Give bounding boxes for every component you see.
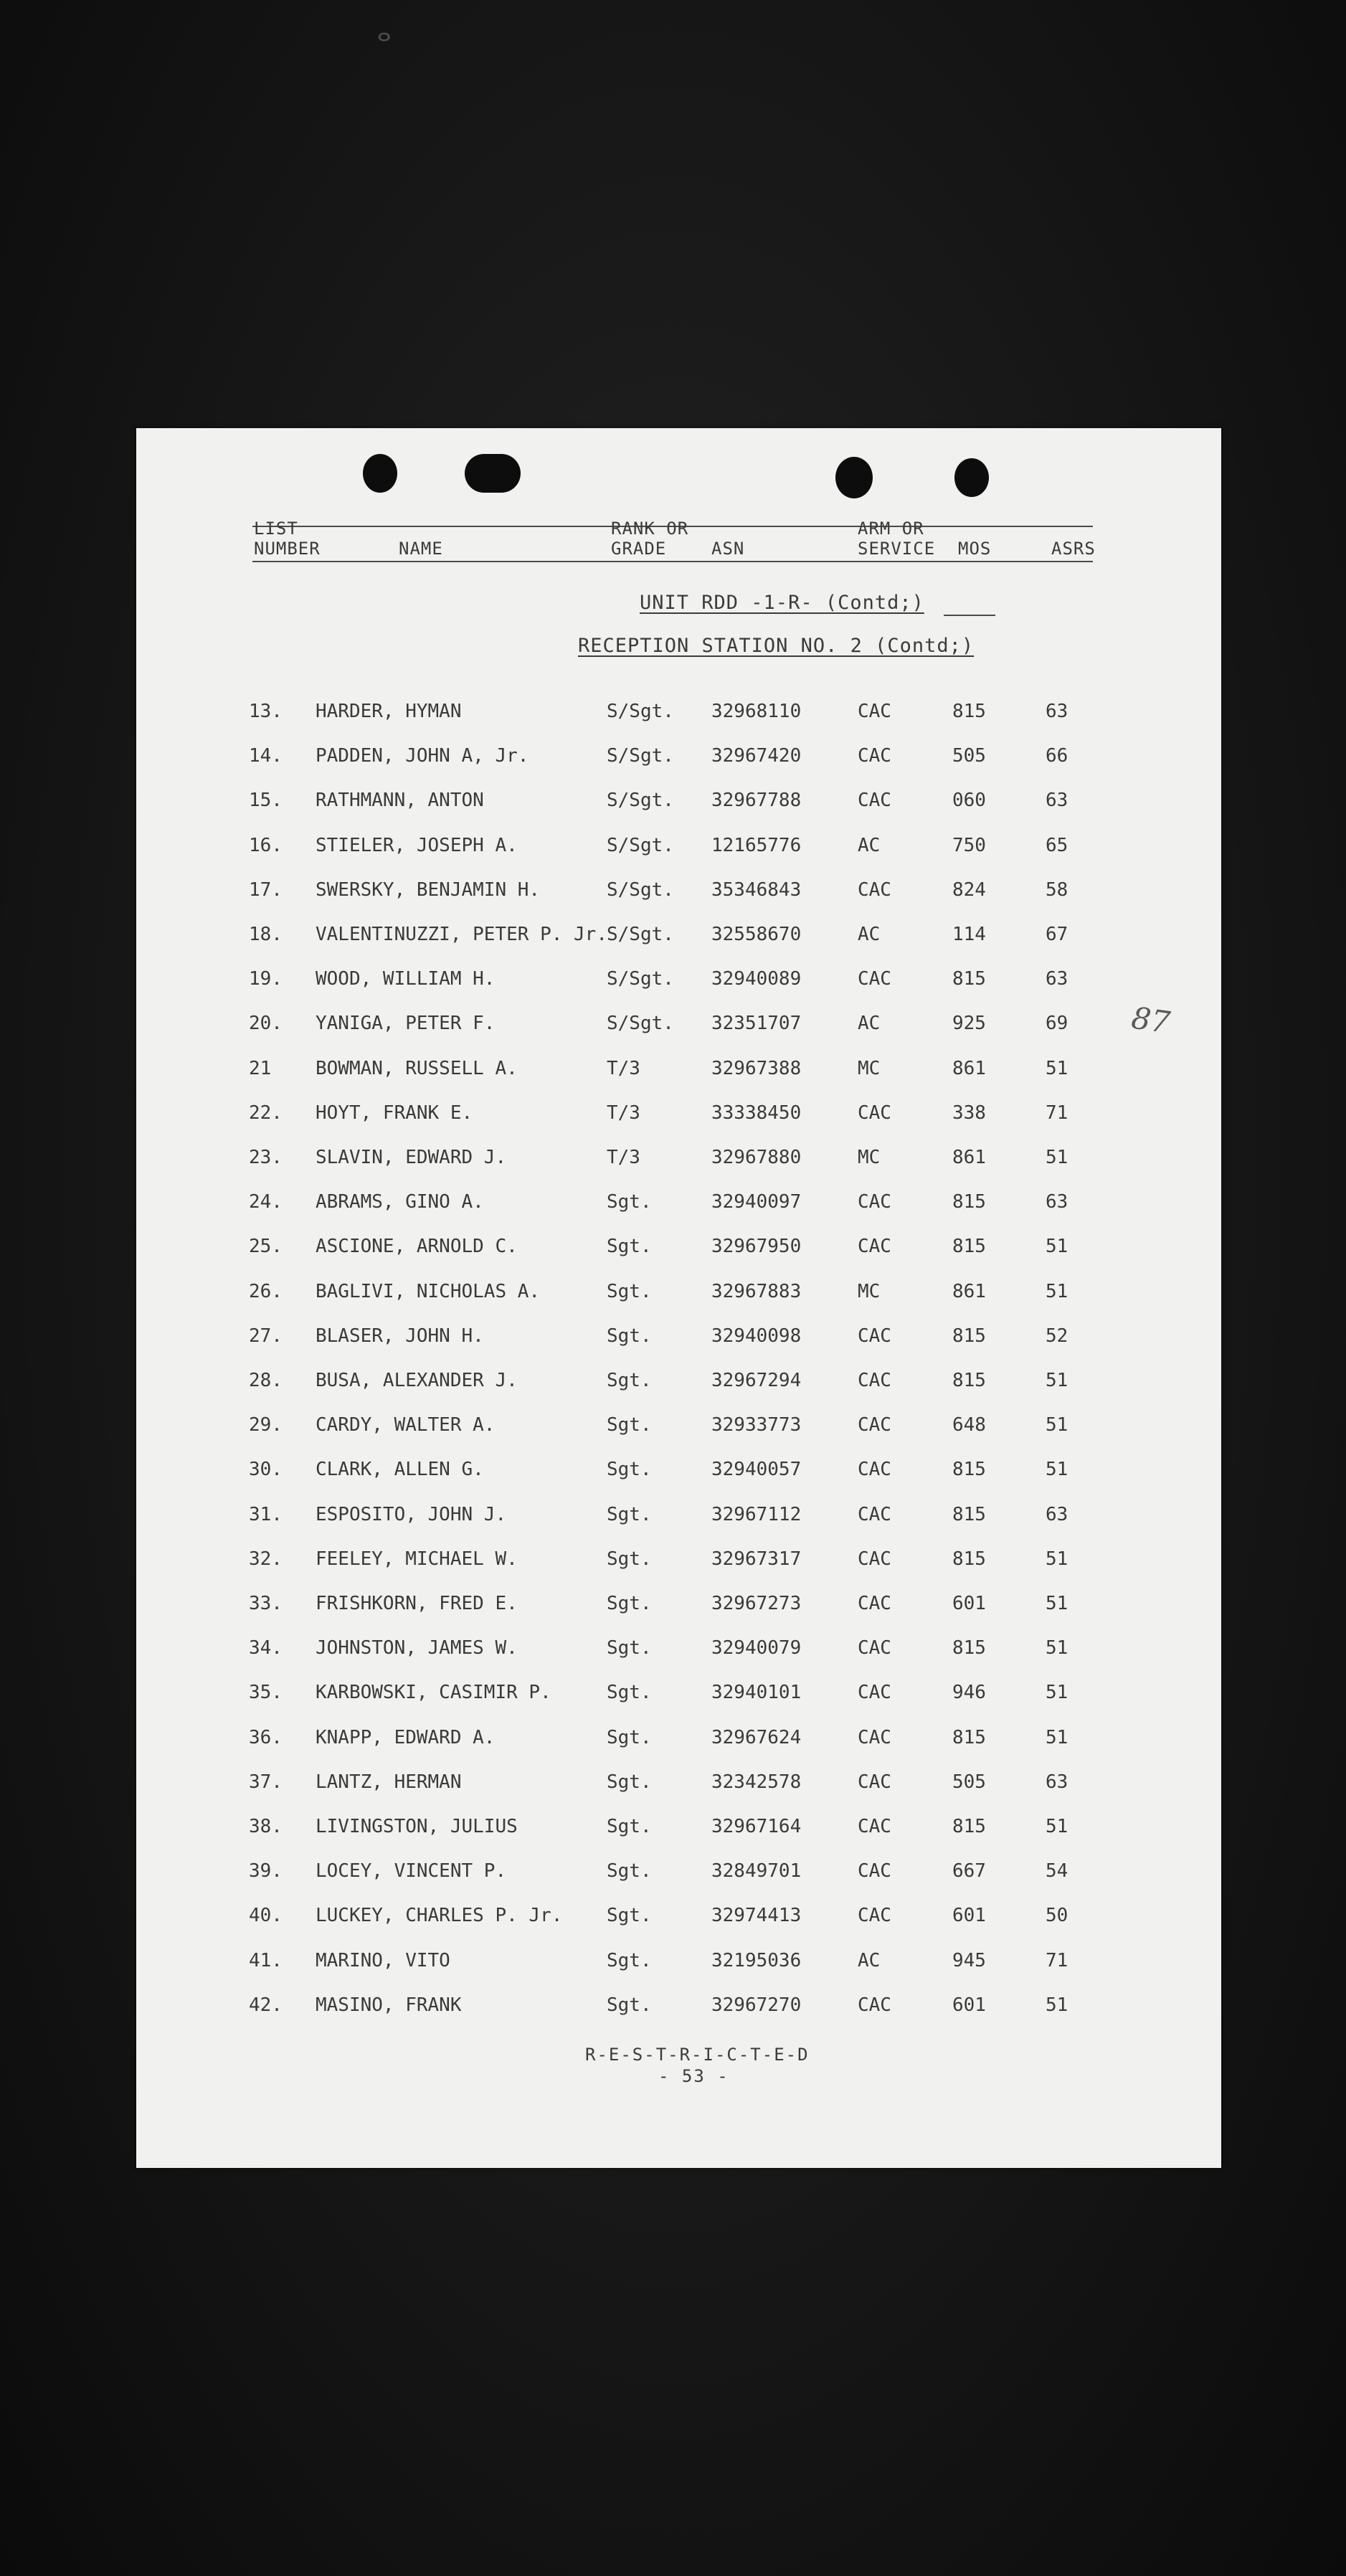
- table-row: [136, 1459, 1221, 1487]
- list-number-cell: 22.: [249, 1102, 283, 1124]
- mos-cell: 505: [952, 1771, 986, 1793]
- arm-cell: MC: [858, 1057, 881, 1079]
- mos-cell: 114: [952, 924, 986, 945]
- col-rank-line1: RANK OR: [611, 518, 689, 539]
- list-number-cell: 19.: [249, 968, 283, 990]
- mos-cell: 601: [952, 1994, 986, 2016]
- ases-cell: 51: [1046, 1548, 1068, 1570]
- ases-cell: 51: [1046, 1726, 1068, 1748]
- table-row: [136, 1504, 1221, 1533]
- table-row: [136, 1593, 1221, 1621]
- ases-cell: 51: [1046, 1414, 1068, 1436]
- arm-cell: CAC: [858, 968, 891, 990]
- ases-cell: 63: [1046, 790, 1068, 812]
- name-cell: PADDEN, JOHN A, Jr.: [316, 745, 529, 767]
- table-row: [136, 879, 1221, 908]
- handwritten-page-note: 87: [1129, 1000, 1172, 1041]
- rank-cell: S/Sgt.: [607, 879, 674, 901]
- ases-cell: 63: [1046, 1771, 1068, 1793]
- rank-cell: S/Sgt.: [607, 790, 674, 812]
- ases-cell: 66: [1046, 745, 1068, 767]
- mos-cell: 925: [952, 1013, 986, 1035]
- asn-cell: 32940079: [711, 1637, 802, 1659]
- list-number-cell: 26.: [249, 1280, 283, 1302]
- mos-cell: 750: [952, 834, 986, 856]
- unit-heading-rule: [944, 615, 995, 616]
- asn-cell: 32967388: [711, 1057, 802, 1079]
- punch-hole: [835, 457, 873, 498]
- name-cell: ASCIONE, ARNOLD C.: [316, 1236, 518, 1258]
- mos-cell: 815: [952, 1191, 986, 1213]
- col-rank-line2: GRADE: [611, 539, 667, 559]
- col-arm-line2: SERVICE: [858, 539, 936, 559]
- list-number-cell: 27.: [249, 1325, 283, 1347]
- corner-mark: ⴰ: [377, 22, 392, 47]
- table-row: [136, 1905, 1221, 1933]
- list-number-cell: 35.: [249, 1682, 283, 1704]
- ases-cell: 71: [1046, 1102, 1068, 1124]
- col-name: NAME: [399, 539, 443, 559]
- list-number-cell: 16.: [249, 834, 283, 856]
- asn-cell: 32968110: [711, 701, 802, 722]
- punch-hole: [954, 458, 989, 497]
- asn-cell: 32967294: [711, 1370, 802, 1391]
- punch-hole: [363, 454, 397, 493]
- table-row: [136, 1950, 1221, 1979]
- list-number-cell: 20.: [249, 1013, 283, 1035]
- ases-cell: 51: [1046, 1057, 1068, 1079]
- arm-cell: CAC: [858, 1414, 891, 1436]
- asn-cell: 32967624: [711, 1726, 802, 1748]
- mos-cell: 505: [952, 745, 986, 767]
- arm-cell: AC: [858, 1949, 881, 1971]
- asn-cell: 32967164: [711, 1816, 802, 1837]
- ases-cell: 51: [1046, 1147, 1068, 1168]
- ases-cell: 69: [1046, 1013, 1068, 1035]
- mos-cell: 815: [952, 1236, 986, 1258]
- asn-cell: 32558670: [711, 924, 802, 945]
- name-cell: ABRAMS, GINO A.: [316, 1191, 484, 1213]
- arm-cell: MC: [858, 1280, 881, 1302]
- list-number-cell: 29.: [249, 1414, 283, 1436]
- rank-cell: S/Sgt.: [607, 968, 674, 990]
- rank-cell: Sgt.: [607, 1949, 652, 1971]
- list-number-cell: 41.: [249, 1949, 283, 1971]
- asn-cell: 32940101: [711, 1682, 802, 1704]
- arm-cell: CAC: [858, 1503, 891, 1525]
- arm-cell: CAC: [858, 790, 891, 812]
- asn-cell: 32967317: [711, 1548, 802, 1570]
- name-cell: MARINO, VITO: [316, 1949, 450, 1971]
- list-number-cell: 36.: [249, 1726, 283, 1748]
- mos-cell: 815: [952, 1726, 986, 1748]
- mos-cell: 945: [952, 1949, 986, 1971]
- ases-cell: 51: [1046, 1682, 1068, 1704]
- table-row: [136, 1102, 1221, 1131]
- mos-cell: 648: [952, 1414, 986, 1436]
- arm-cell: AC: [858, 924, 881, 945]
- name-cell: KARBOWSKI, CASIMIR P.: [316, 1682, 551, 1704]
- name-cell: YANIGA, PETER F.: [316, 1013, 496, 1035]
- list-number-cell: 24.: [249, 1191, 283, 1213]
- name-cell: MASINO, FRANK: [316, 1994, 462, 2016]
- name-cell: WOOD, WILLIAM H.: [316, 968, 496, 990]
- table-row: [136, 1414, 1221, 1443]
- list-number-cell: 37.: [249, 1771, 283, 1793]
- name-cell: HOYT, FRANK E.: [316, 1102, 473, 1124]
- rank-cell: Sgt.: [607, 1905, 652, 1927]
- name-cell: BUSA, ALEXANDER J.: [316, 1370, 518, 1391]
- asn-cell: 32351707: [711, 1013, 802, 1035]
- list-number-cell: 25.: [249, 1236, 283, 1258]
- arm-cell: CAC: [858, 1459, 891, 1481]
- list-number-cell: 14.: [249, 745, 283, 767]
- list-number-cell: 40.: [249, 1905, 283, 1927]
- rank-cell: Sgt.: [607, 1548, 652, 1570]
- arm-cell: CAC: [858, 1860, 891, 1883]
- asn-cell: 32967273: [711, 1593, 802, 1614]
- table-row: [136, 1370, 1221, 1398]
- arm-cell: CAC: [858, 701, 891, 722]
- rank-cell: Sgt.: [607, 1236, 652, 1258]
- name-cell: CARDY, WALTER A.: [316, 1414, 496, 1436]
- table-row: [136, 1816, 1221, 1845]
- list-number-cell: 15.: [249, 790, 283, 812]
- name-cell: BOWMAN, RUSSELL A.: [316, 1057, 518, 1079]
- mos-cell: 861: [952, 1280, 986, 1302]
- ases-cell: 51: [1046, 1994, 1068, 2016]
- rank-cell: S/Sgt.: [607, 924, 674, 945]
- arm-cell: CAC: [858, 1637, 891, 1659]
- table-row: [136, 968, 1221, 997]
- mos-cell: 815: [952, 1370, 986, 1391]
- arm-cell: CAC: [858, 1682, 891, 1704]
- table-row: [136, 1771, 1221, 1800]
- table-row: [136, 790, 1221, 818]
- ases-cell: 67: [1046, 924, 1068, 945]
- asn-cell: 32940098: [711, 1325, 802, 1347]
- mos-cell: 815: [952, 1816, 986, 1837]
- table-row: [136, 1058, 1221, 1086]
- asn-cell: 32967788: [711, 790, 802, 812]
- table-row: [136, 1994, 1221, 2023]
- asn-cell: 35346843: [711, 879, 802, 901]
- ases-cell: 52: [1046, 1325, 1068, 1347]
- arm-cell: CAC: [858, 1236, 891, 1258]
- unit-heading: UNIT RDD -1-R- (Contd;): [640, 592, 924, 614]
- list-number-cell: 39.: [249, 1860, 283, 1883]
- asn-cell: 32940097: [711, 1191, 802, 1213]
- name-cell: LIVINGSTON, JULIUS: [316, 1816, 518, 1837]
- list-number-cell: 30.: [249, 1459, 283, 1481]
- rank-cell: T/3: [607, 1102, 640, 1124]
- list-number-cell: 32.: [249, 1548, 283, 1570]
- table-row: [136, 1236, 1221, 1264]
- mos-cell: 815: [952, 1503, 986, 1525]
- arm-cell: CAC: [858, 1771, 891, 1793]
- rank-cell: Sgt.: [607, 1191, 652, 1213]
- station-heading: RECEPTION STATION NO. 2 (Contd;): [578, 635, 975, 657]
- mos-cell: 815: [952, 968, 986, 990]
- list-number-cell: 28.: [249, 1370, 283, 1391]
- ases-cell: 63: [1046, 1503, 1068, 1525]
- punch-hole: [465, 454, 521, 493]
- name-cell: FEELEY, MICHAEL W.: [316, 1548, 518, 1570]
- name-cell: JOHNSTON, JAMES W.: [316, 1637, 518, 1659]
- ases-cell: 50: [1046, 1905, 1068, 1927]
- arm-cell: AC: [858, 1013, 881, 1035]
- mos-cell: 815: [952, 1548, 986, 1570]
- asn-cell: 33338450: [711, 1102, 802, 1124]
- name-cell: SWERSKY, BENJAMIN H.: [316, 879, 541, 901]
- list-number-cell: 31.: [249, 1503, 283, 1525]
- asn-cell: 32967112: [711, 1503, 802, 1525]
- arm-cell: CAC: [858, 745, 891, 767]
- arm-cell: CAC: [858, 1816, 891, 1837]
- rank-cell: S/Sgt.: [607, 1013, 674, 1035]
- table-row: [136, 1548, 1221, 1577]
- rank-cell: T/3: [607, 1147, 640, 1168]
- asn-cell: 32967270: [711, 1994, 802, 2016]
- mos-cell: 815: [952, 1325, 986, 1347]
- mos-cell: 946: [952, 1682, 986, 1704]
- list-number-cell: 33.: [249, 1593, 283, 1614]
- mos-cell: 338: [952, 1102, 986, 1124]
- asn-cell: 32967883: [711, 1280, 802, 1302]
- rank-cell: S/Sgt.: [607, 745, 674, 767]
- col-rank: [611, 518, 688, 559]
- asn-cell: 32967950: [711, 1236, 802, 1258]
- ases-cell: 51: [1046, 1637, 1068, 1659]
- arm-cell: CAC: [858, 1370, 891, 1391]
- mos-cell: 060: [952, 790, 986, 812]
- table-row: [136, 1727, 1221, 1756]
- col-number-label: NUMBER: [254, 539, 321, 559]
- ases-cell: 51: [1046, 1593, 1068, 1614]
- arm-cell: AC: [858, 834, 881, 856]
- name-cell: HARDER, HYMAN: [316, 701, 462, 722]
- col-list-number: [254, 518, 321, 559]
- name-cell: STIELER, JOSEPH A.: [316, 834, 518, 856]
- document-page: [136, 428, 1221, 2168]
- header-bottom-rule: [252, 561, 1093, 562]
- list-number-cell: 23.: [249, 1147, 283, 1168]
- ases-cell: 51: [1046, 1816, 1068, 1837]
- rank-cell: Sgt.: [607, 1994, 652, 2016]
- ases-cell: 63: [1046, 701, 1068, 722]
- rank-cell: Sgt.: [607, 1325, 652, 1347]
- rank-cell: S/Sgt.: [607, 834, 674, 856]
- ases-cell: 58: [1046, 879, 1068, 901]
- rank-cell: Sgt.: [607, 1370, 652, 1391]
- mos-cell: 824: [952, 879, 986, 901]
- name-cell: CLARK, ALLEN G.: [316, 1459, 484, 1481]
- rank-cell: S/Sgt.: [607, 701, 674, 722]
- col-arm: [858, 518, 935, 559]
- mos-cell: 667: [952, 1860, 986, 1883]
- rank-cell: Sgt.: [607, 1503, 652, 1525]
- name-cell: VALENTINUZZI, PETER P. Jr.: [316, 924, 607, 945]
- rank-cell: Sgt.: [607, 1593, 652, 1614]
- asn-cell: 32974413: [711, 1905, 802, 1927]
- asn-cell: 32342578: [711, 1771, 802, 1793]
- table-row: [136, 745, 1221, 774]
- asn-cell: 12165776: [711, 834, 802, 856]
- list-number-cell: 42.: [249, 1994, 283, 2016]
- rank-cell: Sgt.: [607, 1816, 652, 1837]
- table-row: [136, 1281, 1221, 1310]
- asn-cell: 32940089: [711, 968, 802, 990]
- name-cell: RATHMANN, ANTON: [316, 790, 484, 812]
- table-row: [136, 1013, 1221, 1041]
- ases-cell: 51: [1046, 1236, 1068, 1258]
- col-ases: ASRS: [1051, 539, 1096, 559]
- asn-cell: 32967420: [711, 745, 802, 767]
- rank-cell: Sgt.: [607, 1726, 652, 1748]
- table-row: [136, 1682, 1221, 1710]
- mos-cell: 861: [952, 1147, 986, 1168]
- arm-cell: CAC: [858, 1102, 891, 1124]
- table-row: [136, 701, 1221, 729]
- rank-cell: Sgt.: [607, 1280, 652, 1302]
- arm-cell: CAC: [858, 1593, 891, 1614]
- arm-cell: CAC: [858, 1726, 891, 1748]
- name-cell: ESPOSITO, JOHN J.: [316, 1503, 507, 1525]
- col-asn: ASN: [711, 539, 745, 559]
- list-number-cell: 38.: [249, 1816, 283, 1837]
- arm-cell: CAC: [858, 879, 891, 901]
- list-number-cell: 17.: [249, 879, 283, 901]
- rank-cell: T/3: [607, 1057, 640, 1079]
- name-cell: SLAVIN, EDWARD J.: [316, 1147, 507, 1168]
- mos-cell: 815: [952, 1637, 986, 1659]
- table-row: [136, 1191, 1221, 1220]
- table-row: [136, 1325, 1221, 1354]
- mos-cell: 815: [952, 701, 986, 722]
- name-cell: LANTZ, HERMAN: [316, 1771, 462, 1793]
- list-number-cell: 18.: [249, 924, 283, 945]
- ases-cell: 65: [1046, 834, 1068, 856]
- mos-cell: 815: [952, 1459, 986, 1481]
- asn-cell: 32195036: [711, 1949, 802, 1971]
- page-number: - 53 -: [658, 2066, 729, 2086]
- table-row: [136, 1860, 1221, 1889]
- ases-cell: 63: [1046, 1191, 1068, 1213]
- ases-cell: 63: [1046, 968, 1068, 990]
- restricted-stamp: R-E-S-T-R-I-C-T-E-D: [585, 2045, 810, 2065]
- name-cell: LUCKEY, CHARLES P. Jr.: [316, 1905, 563, 1927]
- arm-cell: MC: [858, 1147, 881, 1168]
- arm-cell: CAC: [858, 1905, 891, 1927]
- rank-cell: Sgt.: [607, 1637, 652, 1659]
- asn-cell: 32940057: [711, 1459, 802, 1481]
- mos-cell: 601: [952, 1593, 986, 1614]
- asn-cell: 32967880: [711, 1147, 802, 1168]
- rank-cell: Sgt.: [607, 1860, 652, 1883]
- rank-cell: Sgt.: [607, 1682, 652, 1704]
- ases-cell: 51: [1046, 1459, 1068, 1481]
- list-number-cell: 34.: [249, 1637, 283, 1659]
- ases-cell: 51: [1046, 1370, 1068, 1391]
- table-row: [136, 1147, 1221, 1175]
- col-list-label: LIST: [254, 518, 298, 539]
- table-row: [136, 924, 1221, 952]
- list-number-cell: 13.: [249, 701, 283, 722]
- arm-cell: CAC: [858, 1191, 891, 1213]
- rank-cell: Sgt.: [607, 1771, 652, 1793]
- ases-cell: 71: [1046, 1949, 1068, 1971]
- table-row: [136, 835, 1221, 863]
- rank-cell: Sgt.: [607, 1414, 652, 1436]
- ases-cell: 54: [1046, 1860, 1068, 1883]
- table-row: [136, 1637, 1221, 1666]
- name-cell: KNAPP, EDWARD A.: [316, 1726, 496, 1748]
- name-cell: LOCEY, VINCENT P.: [316, 1860, 507, 1883]
- mos-cell: 861: [952, 1057, 986, 1079]
- arm-cell: CAC: [858, 1325, 891, 1347]
- mos-cell: 601: [952, 1905, 986, 1927]
- name-cell: BLASER, JOHN H.: [316, 1325, 484, 1347]
- arm-cell: CAC: [858, 1994, 891, 2016]
- asn-cell: 32933773: [711, 1414, 802, 1436]
- col-arm-line1: ARM OR: [858, 518, 924, 539]
- col-mos: MOS: [958, 539, 992, 559]
- name-cell: BAGLIVI, NICHOLAS A.: [316, 1280, 541, 1302]
- arm-cell: CAC: [858, 1548, 891, 1570]
- list-number-cell: 21: [249, 1057, 272, 1079]
- ases-cell: 51: [1046, 1280, 1068, 1302]
- asn-cell: 32849701: [711, 1860, 802, 1883]
- rank-cell: Sgt.: [607, 1459, 652, 1481]
- name-cell: FRISHKORN, FRED E.: [316, 1593, 518, 1614]
